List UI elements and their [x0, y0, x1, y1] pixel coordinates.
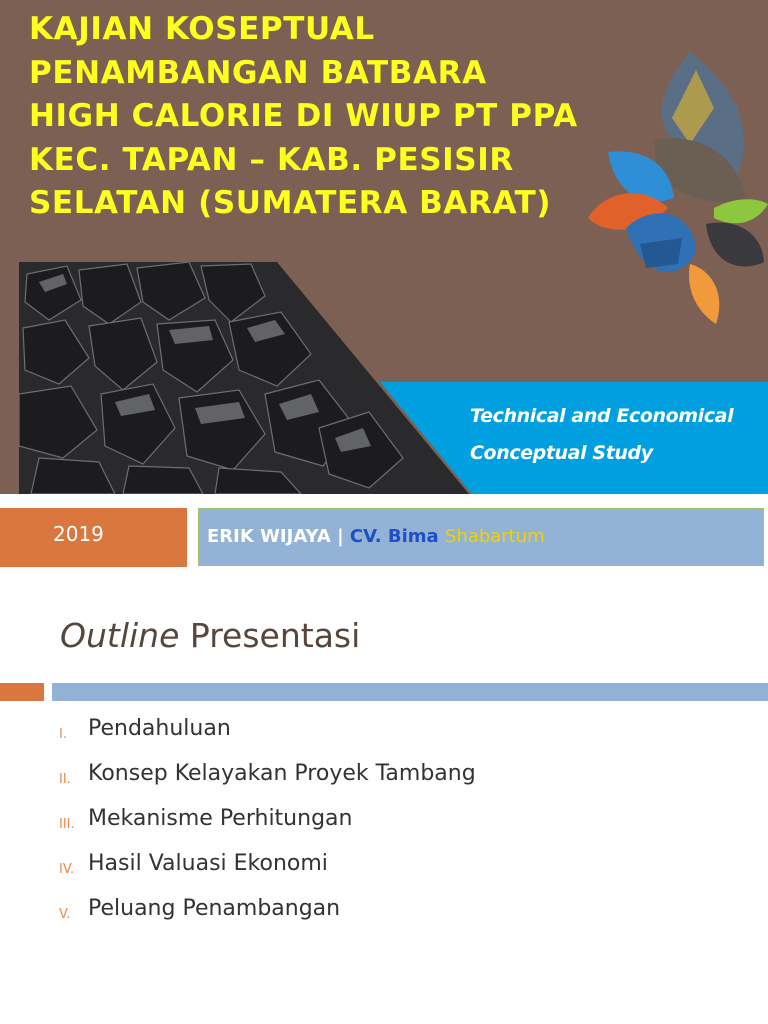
agenda-numeral: I.	[59, 727, 67, 742]
agenda-label: Pendahuluan	[88, 716, 231, 741]
title-line: KEC. TAPAN – KAB. PESISIR	[29, 141, 514, 178]
divider-orange	[0, 683, 44, 701]
petal-green	[714, 199, 768, 223]
divider-blue	[52, 683, 768, 701]
agenda-numeral: III.	[59, 817, 75, 832]
subtitle	[470, 398, 760, 472]
author-name: ERIK WIJAYA	[207, 526, 331, 547]
agenda-label: Peluang Penambangan	[88, 896, 341, 921]
company-shabartum: Shabartum	[444, 526, 545, 547]
presentation-title	[29, 8, 619, 226]
year: 2019	[53, 522, 104, 546]
agenda-label: Mekanisme Perhitungan	[88, 806, 353, 831]
title-line: SELATAN (SUMATERA BARAT)	[29, 185, 552, 221]
title-line: KAJIAN KOSEPTUAL	[29, 11, 375, 47]
petal-orange-bottom	[689, 264, 719, 324]
company-bima: Bima	[387, 526, 439, 547]
title-line: PENAMBANGAN BATBARA	[29, 54, 487, 91]
outline-title-rest: Presentasi	[189, 616, 361, 655]
agenda-numeral: II.	[59, 772, 71, 787]
outline-title	[60, 616, 360, 655]
company-prefix: CV.	[349, 526, 382, 547]
agenda-numeral: V.	[59, 907, 71, 922]
subtitle-line: Technical and Economical	[470, 405, 734, 427]
outline-title-italic: Outline	[60, 616, 180, 655]
author-line	[207, 526, 545, 547]
agenda-label: Hasil Valuasi Ekonomi	[88, 851, 328, 876]
title-line: HIGH CALORIE DI WIUP PT PPA	[29, 98, 578, 134]
petal-coal-photo	[706, 223, 764, 267]
author-separator: |	[337, 526, 344, 547]
agenda-numeral: IV.	[59, 862, 75, 877]
subtitle-line: Conceptual Study	[470, 442, 653, 464]
mining-photo-flower	[586, 48, 768, 324]
agenda-label: Konsep Kelayakan Proyek Tambang	[88, 761, 476, 786]
